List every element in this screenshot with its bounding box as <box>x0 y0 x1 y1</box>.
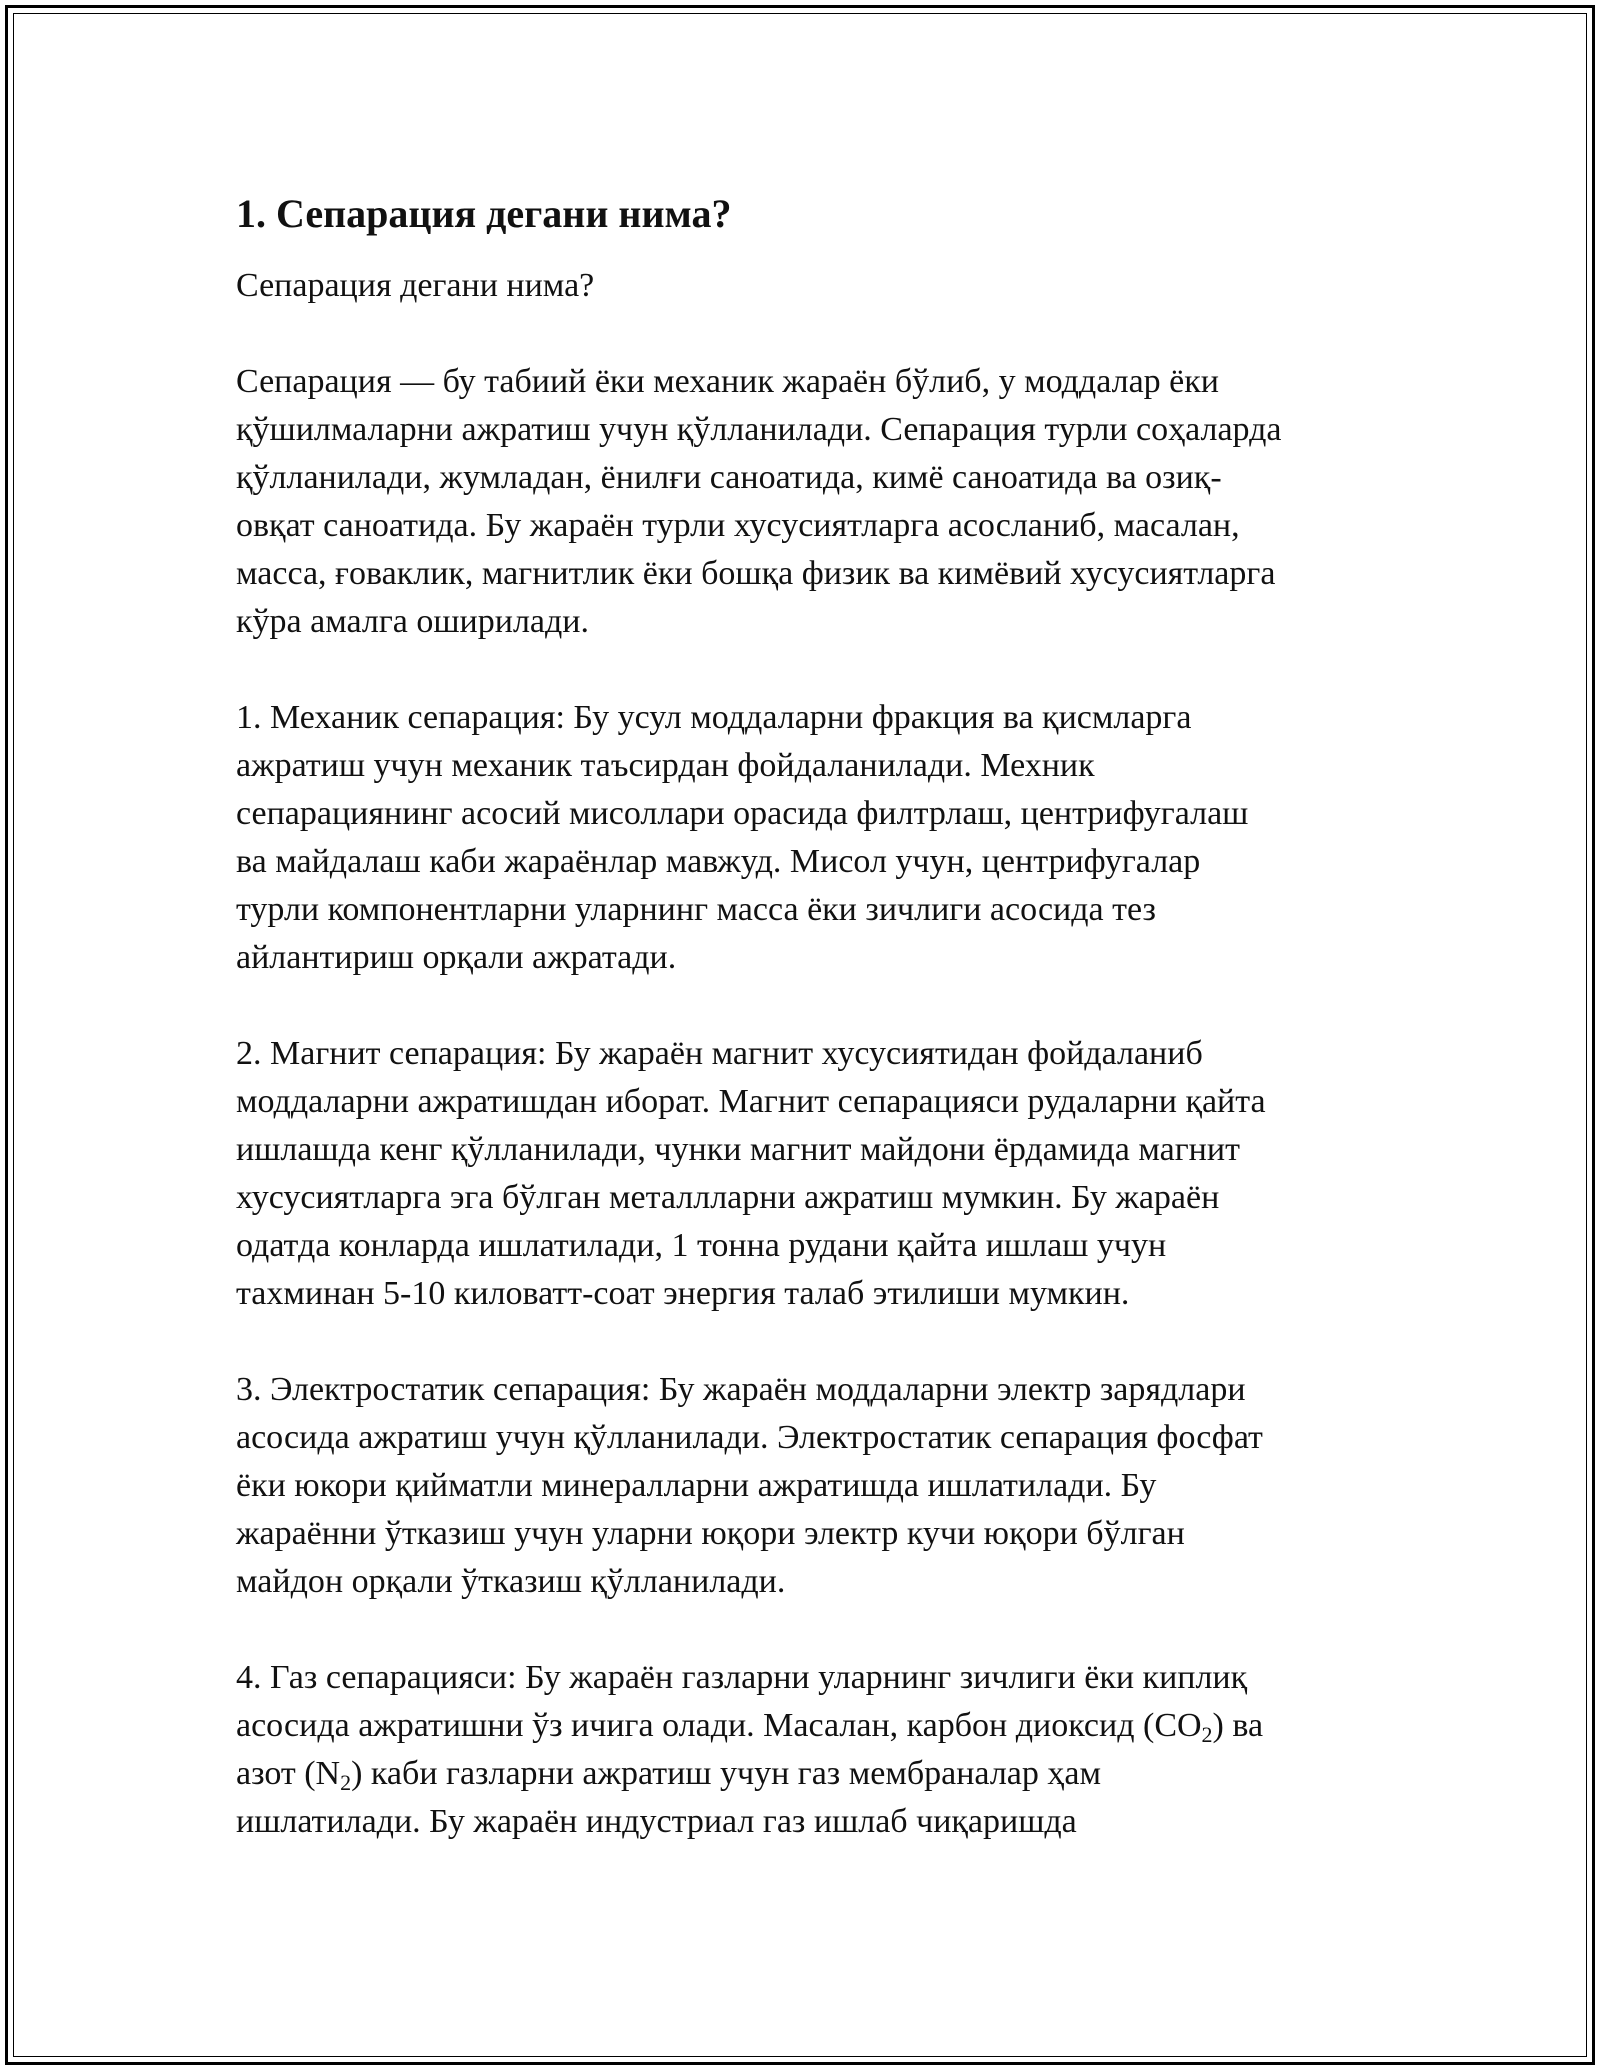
section-subtitle: Сепарация дегани нима? <box>236 267 595 304</box>
n2-subscript: 2 <box>340 1770 352 1795</box>
gas-line-2-end: ) ва <box>1212 1707 1264 1744</box>
gas-line-4: ишлатилади. Бу жараён индустриал газ ишлаб чиқаришда <box>236 1803 1077 1840</box>
electrostatic-separation-paragraph: 3. Электростатик сепарация: Бу жараён моддаларни электр зарядлари асосида ажратиш учун қўлланилади. Электростатик сепарация фосфат ёки юкори қийматли минералларни ажратишда ишлатилади. Бу жараённи ўтказиш учун уларни юқори электр кучи юқори бўлган майдон орқали ўтказиш қўлланилади. <box>236 1371 1263 1600</box>
gas-line-3 <box>236 1750 1386 1798</box>
gas-line-1: 4. Газ сепарацияси: Бу жараён газларни уларнинг зичлиги ёки киплиқ <box>236 1659 1248 1696</box>
gas-separation-paragraph <box>236 1654 1386 1846</box>
section-heading: 1. Сепарация дегани нима? <box>236 191 732 236</box>
mechanical-separation-paragraph: 1. Механик сепарация: Бу усул моддаларни фракция ва қисмларга ажратиш учун механик таъсирдан фойдаланилади. Мехник сепарациянинг асосий мисоллари орасида филтрлаш, центрифугалаш ва майдалаш каби жараёнлар мавжуд. Мисол учун, центрифугалар турли компонентларни уларнинг масса ёки зичлиги асосида тез айлантириш орқали ажратади. <box>236 699 1249 976</box>
gas-line-3-start: азот (N <box>236 1755 341 1792</box>
magnetic-separation-paragraph: 2. Магнит сепарация: Бу жараён магнит хусусиятидан фойдаланиб моддаларни ажратишдан иборат. Магнит сепарацияси рудаларни қайта ишлашда кенг қўлланилади, чунки магнит майдони ёрдамида магнит хусусиятларга эга бўлган металлларни ажратиш мумкин. Бу жараён одатда конларда ишлатилади, 1 тонна рудани қайта ишлаш учун тахминан 5-10 киловатт-соат энергия талаб этилиши мумкин. <box>236 1035 1266 1312</box>
intro-paragraph: Сепарация — бу табиий ёки механик жараён бўлиб, у моддалар ёки қўшилмаларни ажратиш учун қўлланилади. Сепарация турли соҳаларда қўлланилади, жумладан, ёнилғи саноатида, кимё саноатида ва озиқ- овқат саноатида. Бу жараён турли хусусиятларга асосланиб, масалан, масса, ғоваклик, магнитлик ёки бошқа физик ва кимёвий хусусиятларга кўра амалга оширилади. <box>236 363 1282 640</box>
gas-line-2-start: асосида ажратишни ўз ичига олади. Масалан, карбон диоксид (CO <box>236 1707 1202 1744</box>
co2-subscript: 2 <box>1201 1722 1213 1747</box>
gas-line-2 <box>236 1702 1386 1750</box>
gas-line-3-end: ) каби газларни ажратиш учун газ мембраналар ҳам <box>351 1755 1101 1792</box>
document-body <box>236 186 1386 1894</box>
